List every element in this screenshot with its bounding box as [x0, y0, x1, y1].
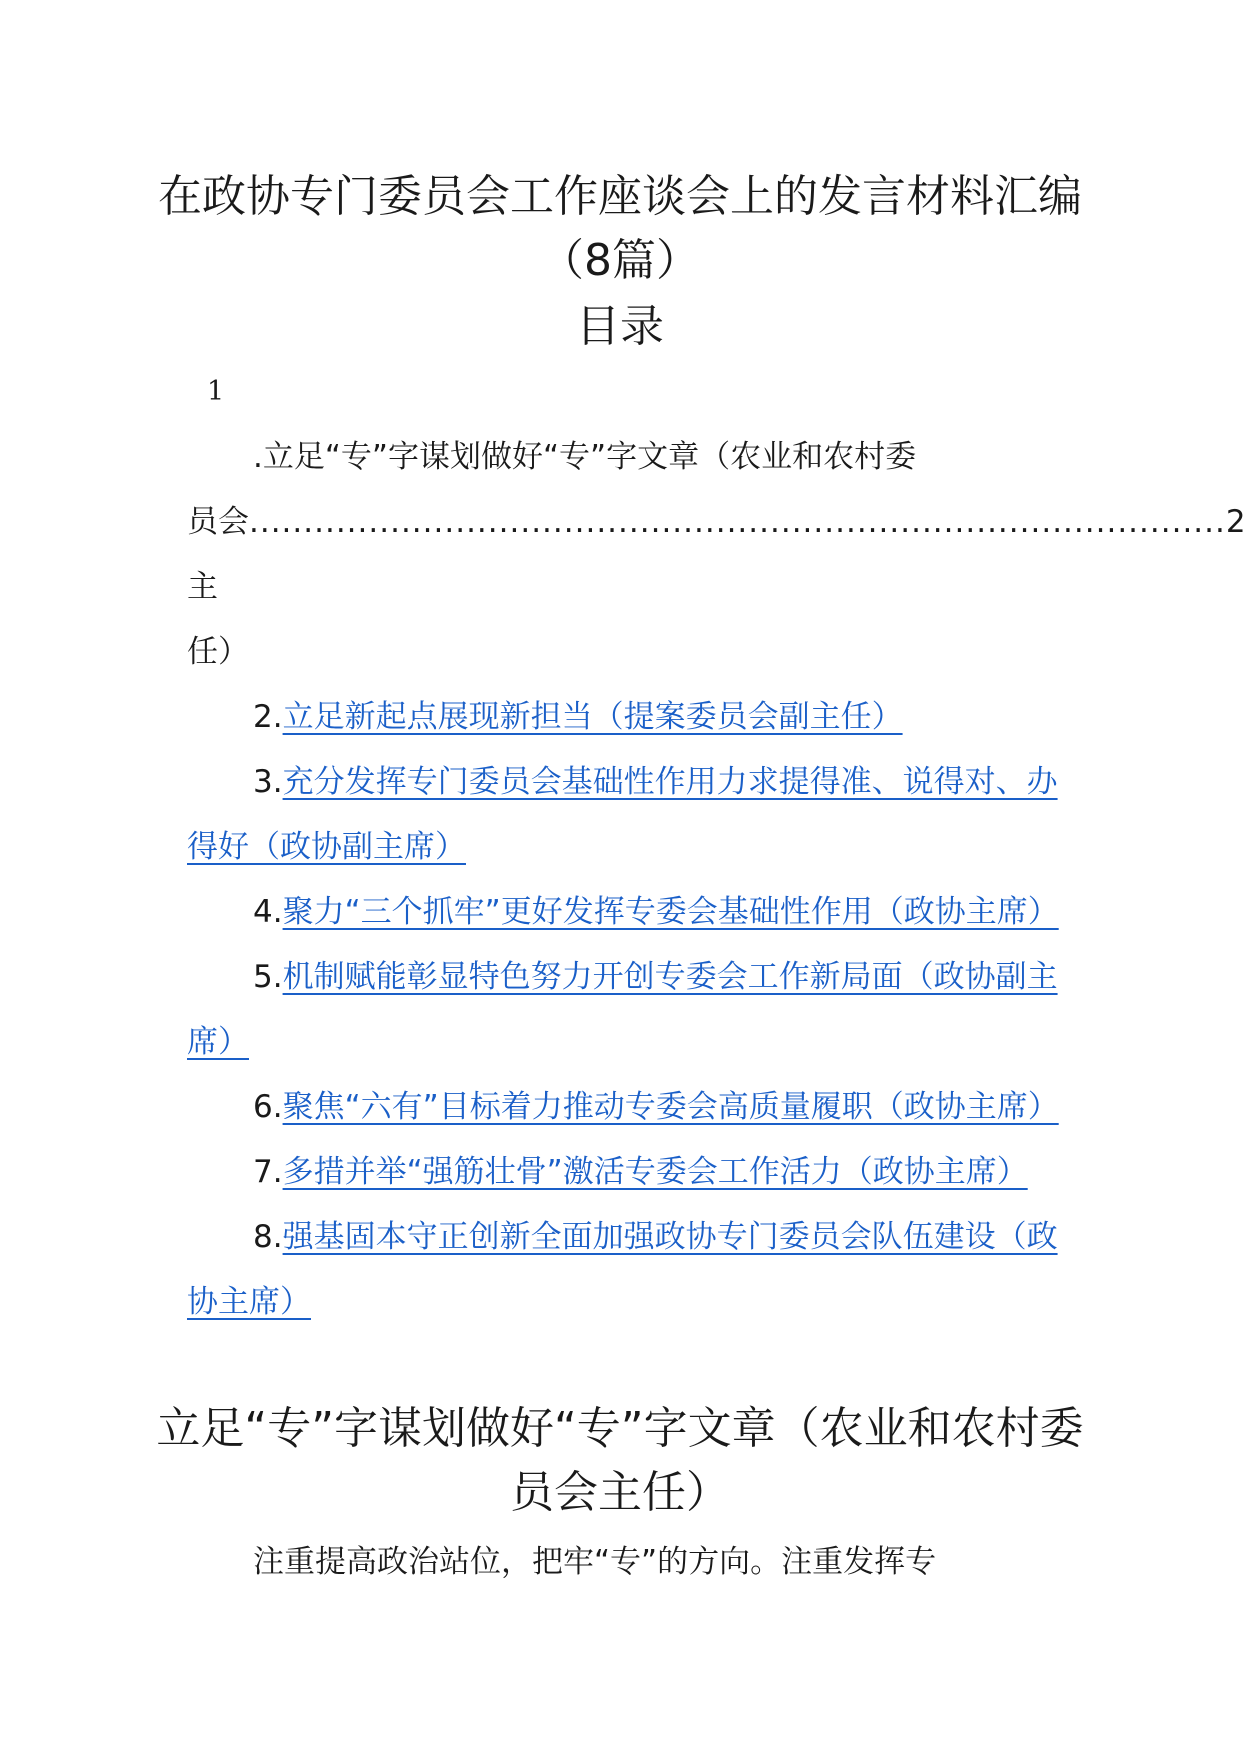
toc-entry-number: 6. [253, 1089, 283, 1125]
toc-entry-number: 5. [253, 959, 283, 995]
toc-entry-1[interactable] [187, 425, 1246, 685]
body-paragraph: 注重提高政治站位，把牢“专”的方向。注重发挥专 [253, 1544, 937, 1580]
page-number: 1 [207, 376, 225, 407]
toc-heading: 目录 [576, 301, 664, 352]
toc-entry-2 [187, 685, 1082, 750]
toc-link-3[interactable]: 充分发挥专门委员会基础性作用力求提得准、说得对、办得好（政协副主席） [187, 764, 1058, 865]
toc-entry-3 [187, 750, 1082, 880]
toc-link-6[interactable]: 聚焦“六有”目标着力推动专委会高质量履职（政协主席） [282, 1089, 1059, 1125]
toc-link-2[interactable]: 立足新起点展现新担当（提案委员会副主任） [282, 699, 903, 735]
toc-link-8[interactable]: 强基固本守正创新全面加强政协专门委员会队伍建设（政协主席） [187, 1219, 1058, 1320]
toc-link-4[interactable]: 聚力“三个抓牢”更好发挥专委会基础性作用（政协主席） [282, 894, 1059, 930]
toc-entry-4 [187, 880, 1082, 945]
toc-entry-number: 4. [253, 894, 283, 930]
toc-entry-1-title-line1: .立足“专”字谋划做好“专”字文章（农业和农村委 [253, 439, 917, 475]
toc-leader-dots: .......................................................................................... [249, 504, 1226, 540]
toc-entry-1-leader-line [187, 490, 1246, 685]
toc-entry-5 [187, 945, 1082, 1075]
toc-link-7[interactable]: 多措并举“强筋壮骨”激活专委会工作活力（政协主席） [282, 1154, 1028, 1190]
toc-entry-1-page: 2 [1225, 504, 1246, 540]
toc-entry-1-title-line2: 员会主任） [187, 504, 249, 670]
toc-entry-6 [187, 1075, 1082, 1140]
toc-link-5[interactable]: 机制赋能彰显特色努力开创专委会工作新局面（政协副主席） [187, 959, 1058, 1060]
toc-entry-number: 2. [253, 699, 283, 735]
document-title: 在政协专门委员会工作座谈会上的发言材料汇编（8篇） [158, 171, 1082, 286]
toc-entry-number: 7. [253, 1154, 283, 1190]
table-of-contents [187, 425, 1246, 1335]
section-title: 立足“专”字谋划做好“专”字文章（农业和农村委员会主任） [156, 1403, 1084, 1518]
toc-entry-number: 8. [253, 1219, 283, 1255]
toc-entry-8 [187, 1205, 1082, 1335]
toc-entry-7 [187, 1140, 1082, 1205]
toc-entry-number: 3. [253, 764, 283, 800]
